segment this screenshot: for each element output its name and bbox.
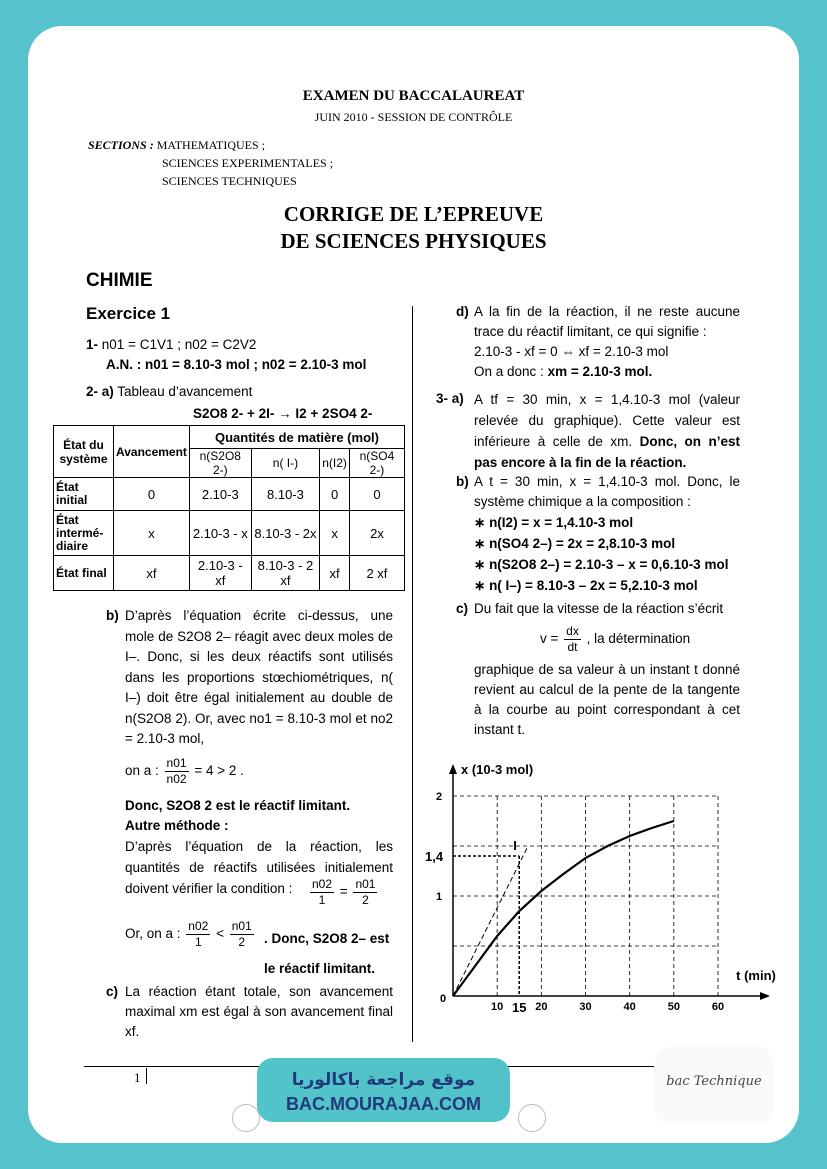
exam-session: JUIN 2010 - SESSION DE CONTRÔLE <box>314 110 513 124</box>
cond-eq: = <box>339 884 348 900</box>
title-line-1: CORRIGE DE L’EPREUVE <box>283 202 544 226</box>
q2b-text-2: D’après l’équation de la réaction, les quantités de réactifs utilisées initialement doivent vérifier la condition : <box>125 839 393 896</box>
cell: 8.10-3 - 2 xf <box>251 556 320 591</box>
q3c-text1: Du fait que la vitesse de la réaction s’écrit <box>474 601 724 616</box>
cell: 0 <box>320 478 350 511</box>
q2-number: 2- a) <box>86 384 114 399</box>
row-adv: 0 <box>114 478 190 511</box>
x-axis-label: t (min) <box>736 968 776 983</box>
ratio-result: = 4 > 2 . <box>194 763 244 779</box>
brand-text: bac Technique <box>666 1074 762 1089</box>
section-chimie: CHIMIE <box>86 270 153 291</box>
data-curve <box>453 821 674 996</box>
list-item: ∗ n(SO4 2–) = 2x = 2,8.10-3 mol <box>474 536 676 551</box>
q3-number <box>436 389 464 409</box>
x-tick-label: 50 <box>667 1001 680 1013</box>
q3-num: 3- a) <box>436 391 464 406</box>
item-text: n(S2O8 2–) = 2.10-3 – x = 0,6.10-3 mol <box>489 557 729 572</box>
exam-title: EXAMEN DU BACCALAUREAT <box>302 88 525 104</box>
q2b-label <box>106 606 119 626</box>
point-label: I <box>513 838 517 853</box>
cell: 2 xf <box>349 556 404 591</box>
q2b-letter: b) <box>106 608 119 623</box>
th-species-2: n( I-) <box>251 449 320 478</box>
site-logo[interactable] <box>257 1058 510 1122</box>
q2c-label <box>106 982 118 1002</box>
th-species-4: n(SO4 2-) <box>349 449 404 478</box>
section-1: MATHEMATIQUES ; <box>156 138 266 152</box>
advancement-table <box>53 425 405 591</box>
sections-block <box>88 136 333 190</box>
autre-methode: Autre méthode : <box>125 818 229 833</box>
y-axis-label: x (10-3 mol) <box>461 762 534 777</box>
ratio-line <box>125 756 244 787</box>
item-text: n(I2) = x = 1,4.10-3 mol <box>489 515 634 530</box>
q2b-text: D’après l’équation écrite ci-dessus, une mole de S2O8 2– réagit avec deux moles de I–. Donc, si les deux réactifs sont utilisés dans les proportions stœchiométriques, n( I–) doit être égal initialement au double de n(S2O8 2). Or, avec no1 = 8.10-3 mol et no2 = 2.10-3 mol, <box>125 608 393 746</box>
q2d-letter: d) <box>456 304 469 319</box>
origin-label: 0 <box>439 993 447 1005</box>
dt: dt <box>567 640 578 654</box>
cell: 8.10-3 - 2x <box>251 511 320 556</box>
q1-number: 1- <box>86 337 99 352</box>
q3b-list <box>474 512 728 596</box>
page-number: 1 <box>134 1070 141 1085</box>
brand-badge <box>654 1046 774 1124</box>
cond-1: 1 <box>318 893 326 907</box>
or-frac-1 <box>186 919 210 950</box>
th-quantities: Quantités de matière (mol) <box>189 426 404 449</box>
page-number-bar <box>146 1068 147 1084</box>
page <box>28 26 799 1143</box>
q2d-eq: 2.10-3 - xf = 0 ⇔ xf = 2.10-3 mol <box>474 344 669 359</box>
q2d-text: A la fin de la réaction, il ne reste aucune trace du réactif limitant, ce qui signifie : <box>474 304 740 339</box>
advancement-chart <box>408 726 788 1026</box>
table-row <box>54 556 405 591</box>
th-species-1: n(S2O8 2-) <box>189 449 251 478</box>
ratio-fraction <box>165 756 189 787</box>
cond-frac-1 <box>310 877 334 908</box>
q3c-text2: graphique de sa valeur à un instant t donné revient au calcul de la pente de la tangente à la courbe au point correspondant à cet instant t. <box>474 662 740 737</box>
list-item: ∗ n( I–) = 8.10-3 – 2x = 5,2.10-3 mol <box>474 578 698 593</box>
q1-an-label: A.N. : <box>106 357 142 372</box>
q2-intro-text: Tableau d’avancement <box>117 384 253 399</box>
x-tick-label: 60 <box>711 1001 725 1013</box>
or-lt: < <box>216 926 224 942</box>
item-text: n(SO4 2–) = 2x = 2,8.10-3 mol <box>489 536 676 551</box>
section-3: SCIENCES TECHNIQUES <box>162 174 297 188</box>
cell: 2.10-3 - xf <box>189 556 251 591</box>
or-2: 2 <box>238 935 246 949</box>
cell: x <box>320 511 350 556</box>
q2d-conclusion-value: xm = 2.10-3 mol. <box>547 364 653 379</box>
q3a-text-plain: A tf = 30 min, x = 1,4.10-3 mol (valeur relevée du graphique). Cette valeur est inférieure à celle de xm. <box>474 392 740 449</box>
q3c-text1b: , la détermination <box>586 631 691 647</box>
conclusion-2: . Donc, S2O8 2– est le réactif limitant. <box>264 931 390 976</box>
projection-x-label: 15 <box>512 1000 527 1015</box>
cond-n01: n01 <box>355 877 376 891</box>
x-tick-label: 20 <box>535 1001 548 1013</box>
q3c-line1 <box>474 599 740 619</box>
q1-line <box>86 335 256 355</box>
or-prefix: Or, on a : <box>125 926 181 942</box>
site-name-arabic: موقع مراجعة باكالوريا <box>291 1070 476 1090</box>
table-row <box>54 511 405 556</box>
cell: 8.10-3 <box>251 478 320 511</box>
y-tick-label: 2 <box>435 791 443 803</box>
table-row <box>54 478 405 511</box>
x-tick-label: 40 <box>623 1001 636 1013</box>
site-name-url: BAC.MOURAJAA.COM <box>286 1094 481 1114</box>
tangent-line <box>453 846 528 996</box>
q2d-conclusion <box>474 362 652 382</box>
book-icon <box>232 1104 260 1132</box>
ratio-prefix: on a : <box>125 763 159 779</box>
x-tick-label: 30 <box>579 1001 592 1013</box>
q2d-label <box>456 302 469 322</box>
q2c-letter: c) <box>106 984 119 999</box>
row-state: État initial <box>54 478 114 511</box>
or-frac-2 <box>230 919 254 950</box>
reaction-equation: S2O8 2- + 2I- → I2 + 2SO4 2- <box>193 406 373 421</box>
ratio-den: n02 <box>166 772 187 786</box>
projection-y-label: 1,4 <box>425 849 444 864</box>
q3c-label <box>456 599 468 619</box>
q3a-text <box>474 389 740 473</box>
sections-label: SECTIONS : <box>88 138 154 152</box>
list-item: ∗ n(S2O8 2–) = 2.10-3 – x = 0,6.10-3 mol <box>474 557 729 572</box>
conclusion-1: Donc, S2O8 2 est le réactif limitant. <box>125 798 351 813</box>
q3c-letter: c) <box>456 601 469 616</box>
or-1: 1 <box>194 935 202 949</box>
th-state: État du système <box>54 426 114 478</box>
q3b-label <box>456 472 469 492</box>
cond-2: 2 <box>362 893 369 907</box>
cell: 2.10-3 - x <box>189 511 251 556</box>
q2a-intro <box>86 382 252 402</box>
th-advancement: Avancement <box>114 426 190 478</box>
cond-frac-2 <box>353 877 377 908</box>
q1-an <box>106 355 366 375</box>
velocity-frac <box>564 624 581 655</box>
list-item: ∗ n(I2) = x = 1,4.10-3 mol <box>474 515 634 530</box>
section-2: SCIENCES EXPERIMENTALES ; <box>162 156 334 170</box>
title-line-2: DE SCIENCES PHYSIQUES <box>280 229 547 253</box>
velocity-v: v = <box>540 631 559 647</box>
q2c-text: La réaction étant totale, son avancement maximal xm est égal à son avancement final xf. <box>125 984 393 1039</box>
dx: dx <box>566 624 579 638</box>
row-state: État final <box>54 556 114 591</box>
ratio-num: n01 <box>166 756 187 770</box>
q1-an-value: n01 = 8.10-3 mol ; n02 = 2.10-3 mol <box>145 357 367 372</box>
item-text: n( I–) = 8.10-3 – 2x = 5,2.10-3 mol <box>489 578 698 593</box>
cell: 2.10-3 <box>189 478 251 511</box>
q3b-text: A t = 30 min, x = 1,4.10-3 mol. Donc, le système chimique a la composition : <box>474 474 740 509</box>
or-n01: n01 <box>231 919 252 933</box>
cell: 0 <box>349 478 404 511</box>
exercise-heading: Exercice 1 <box>86 304 171 323</box>
row-state: État intermé-diaire <box>54 511 114 556</box>
q1-formula: n01 = C1V1 ; n02 = C2V2 <box>101 337 257 352</box>
cell: 2x <box>349 511 404 556</box>
y-axis-arrow <box>449 764 457 774</box>
or-line <box>125 919 256 950</box>
q3a-text-bold: Donc, on n’est pas encore à la fin de la réaction. <box>474 434 740 470</box>
x-tick-label: 10 <box>491 1001 504 1013</box>
th-species-3: n(I2) <box>320 449 350 478</box>
or-n02: n02 <box>188 919 209 933</box>
cond-n02: n02 <box>312 877 333 891</box>
book-icon <box>518 1104 546 1132</box>
cell: xf <box>320 556 350 591</box>
q3b-letter: b) <box>456 474 469 489</box>
condition-equation <box>308 877 379 908</box>
row-adv: xf <box>114 556 190 591</box>
q2d-conclusion-prefix: On a donc : <box>474 364 544 379</box>
x-axis-arrow <box>760 992 770 1000</box>
row-adv: x <box>114 511 190 556</box>
y-tick-label: 1 <box>435 891 443 903</box>
q3c-formula-line <box>474 624 740 655</box>
